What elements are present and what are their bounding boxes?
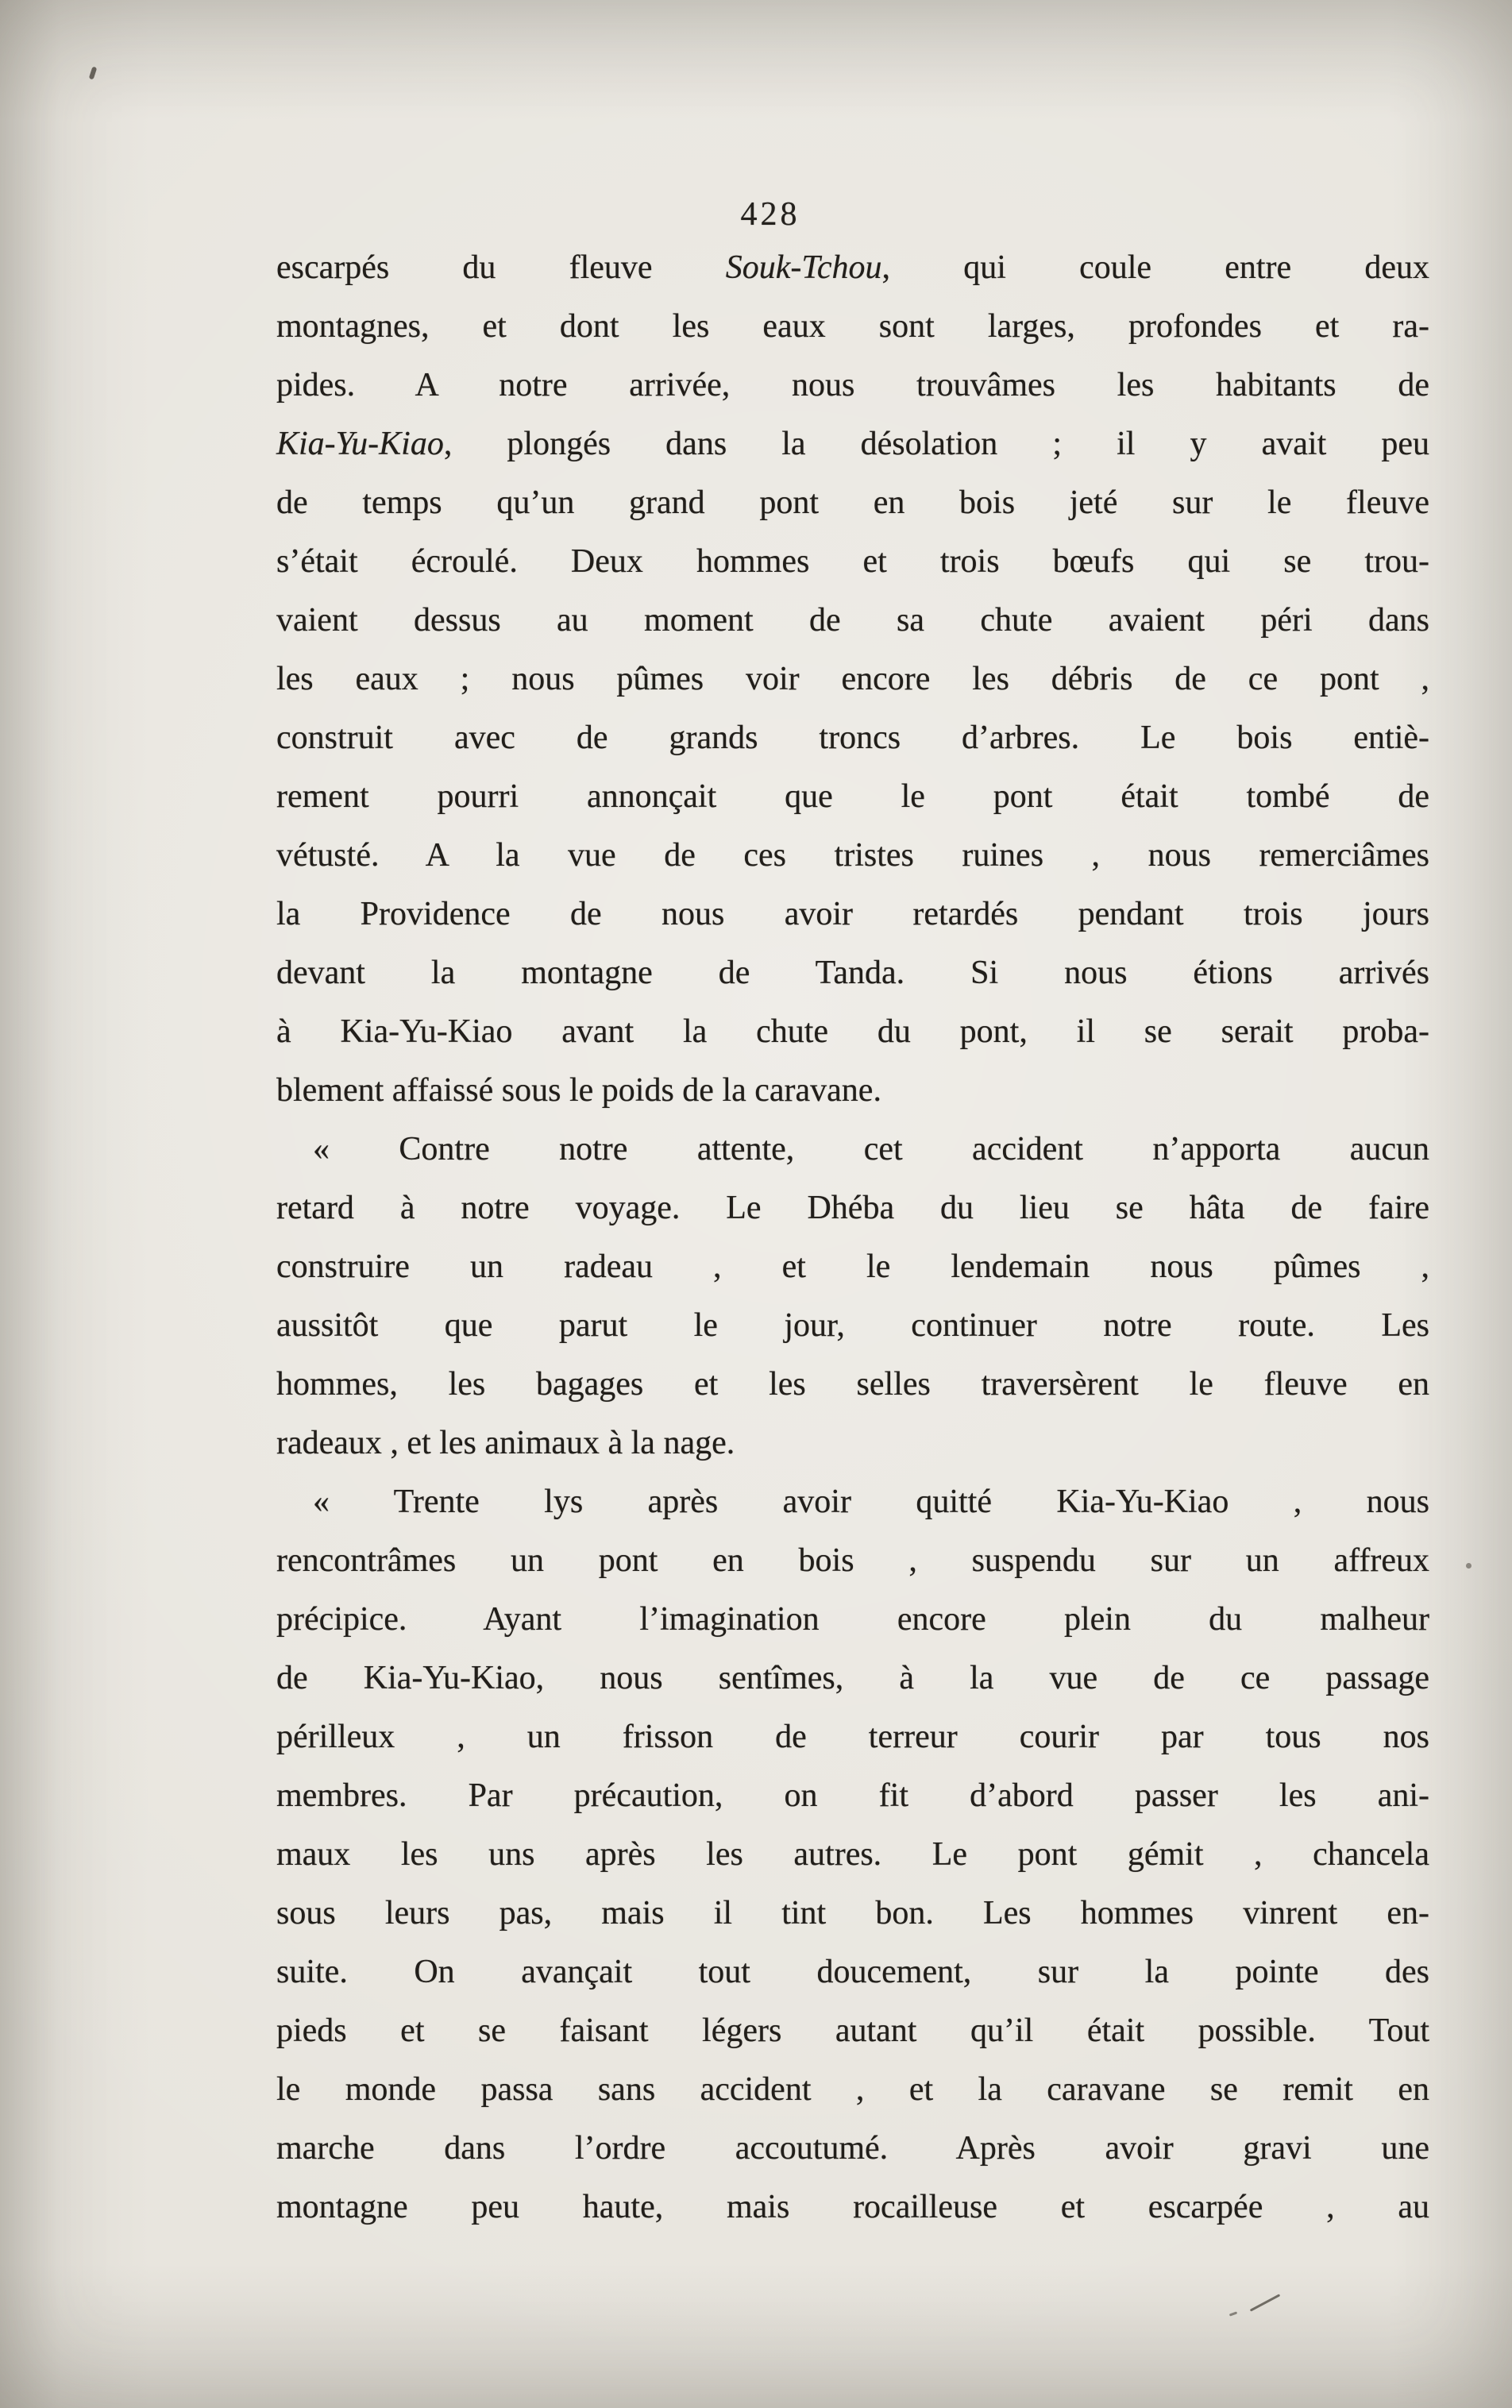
text-run: , plongés dans la désolation ; il y avait peu: [443, 426, 1429, 462]
text-line: [276, 885, 1429, 944]
text-line: [276, 1590, 1429, 1649]
text-line: [276, 1120, 1429, 1179]
text-run: montagnes, et dont les eaux sont larges, profondes et ra-: [276, 308, 1429, 345]
italic-text-run: Kia-Yu-Kiao: [276, 426, 444, 462]
text-run: rement pourri annonçait que le pont était tombé de: [276, 778, 1429, 815]
text-run: suite. On avançait tout doucement, sur la pointe des: [276, 1954, 1429, 1990]
text-run: construire un radeau , et le lendemain nous pûmes ,: [276, 1248, 1429, 1285]
text-line: [276, 2178, 1429, 2236]
text-line: [276, 650, 1429, 708]
text-run: construit avec de grands troncs d’arbres. Le bois entiè-: [276, 720, 1429, 756]
text-run: devant la montagne de Tanda. Si nous étions arrivés: [276, 955, 1429, 991]
text-run: « Trente lys après avoir quitté Kia-Yu-Kiao , nous: [313, 1484, 1429, 1520]
text-line: [276, 415, 1429, 473]
text-run: , qui coule entre deux: [881, 249, 1429, 286]
text-line: [276, 238, 1429, 297]
scan-artifact: [1466, 1563, 1472, 1569]
text-line: [276, 1355, 1429, 1414]
text-run: montagne peu haute, mais rocailleuse et escarpée , au: [276, 2189, 1429, 2225]
italic-text-run: Souk-Tchou: [725, 249, 882, 286]
text-line: [276, 1708, 1429, 1766]
paragraph: [276, 1472, 1429, 2236]
text-run: vaient dessus au moment de sa chute avaient péri dans: [276, 602, 1429, 639]
text-run: de Kia-Yu-Kiao, nous sentîmes, à la vue de ce passage: [276, 1660, 1429, 1696]
text-line: [276, 1943, 1429, 2001]
page-number: 428: [740, 196, 800, 233]
text-line: [276, 1002, 1429, 1061]
text-run: marche dans l’ordre accoutumé. Après avoir gravi une: [276, 2130, 1429, 2167]
paragraph: [276, 1120, 1429, 1472]
text-run: rencontrâmes un pont en bois , suspendu sur un affreux: [276, 1542, 1429, 1579]
text-line: [276, 1531, 1429, 1590]
text-line: [276, 708, 1429, 767]
text-line: [276, 1296, 1429, 1355]
text-line: [276, 1825, 1429, 1884]
text-run: la Providence de nous avoir retardés pendant trois jours: [276, 896, 1429, 932]
text-run: à Kia-Yu-Kiao avant la chute du pont, il se serait proba-: [276, 1013, 1429, 1050]
text-run: aussitôt que parut le jour, continuer notre route. Les: [276, 1307, 1429, 1344]
text-run: périlleux , un frisson de terreur courir par tous nos: [276, 1719, 1429, 1755]
text-run: le monde passa sans accident , et la caravane se remit en: [276, 2071, 1429, 2108]
text-line: [276, 297, 1429, 356]
text-run: « Contre notre attente, cet accident n’apporta aucun: [313, 1131, 1429, 1167]
text-line: [276, 532, 1429, 591]
text-run: les eaux ; nous pûmes voir encore les débris de ce pont ,: [276, 661, 1429, 697]
text-line: [276, 1179, 1429, 1237]
paragraph: [276, 238, 1429, 1120]
text-line: [276, 356, 1429, 415]
text-run: de temps qu’un grand pont en bois jeté sur le fleuve: [276, 484, 1429, 521]
text-line: [276, 767, 1429, 826]
text-run: sous leurs pas, mais il tint bon. Les hommes vinrent en-: [276, 1895, 1429, 1931]
text-line: [276, 1766, 1429, 1825]
text-run: hommes, les bagages et les selles traversèrent le fleuve en: [276, 1366, 1429, 1403]
text-run: pides. A notre arrivée, nous trouvâmes les habitants de: [276, 367, 1429, 403]
text-block: [276, 238, 1429, 2236]
text-run: blement affaissé sous le poids de la caravane.: [276, 1072, 881, 1109]
text-run: pieds et se faisant légers autant qu’il était possible. Tout: [276, 2012, 1429, 2049]
text-line: [276, 2119, 1429, 2178]
text-line: [276, 1237, 1429, 1296]
text-line: [276, 944, 1429, 1002]
text-run: maux les uns après les autres. Le pont gémit , chancela: [276, 1836, 1429, 1873]
text-run: s’était écroulé. Deux hommes et trois bœufs qui se trou-: [276, 543, 1429, 580]
text-run: radeaux , et les animaux à la nage.: [276, 1425, 735, 1461]
text-line: [276, 1649, 1429, 1708]
text-run: retard à notre voyage. Le Dhéba du lieu se hâta de faire: [276, 1190, 1429, 1226]
text-run: escarpés du fleuve: [276, 249, 726, 286]
text-line: [276, 2060, 1429, 2119]
text-run: membres. Par précaution, on fit d’abord passer les ani-: [276, 1777, 1429, 1814]
text-line: [276, 1472, 1429, 1531]
text-line: [276, 1884, 1429, 1943]
text-line: [276, 1061, 1429, 1120]
text-line: [276, 826, 1429, 885]
text-line: [276, 1414, 1429, 1472]
text-line: [276, 2001, 1429, 2060]
text-run: précipice. Ayant l’imagination encore plein du malheur: [276, 1601, 1429, 1638]
text-run: vétusté. A la vue de ces tristes ruines , nous remerciâmes: [276, 837, 1429, 874]
text-line: [276, 591, 1429, 650]
text-line: [276, 473, 1429, 532]
